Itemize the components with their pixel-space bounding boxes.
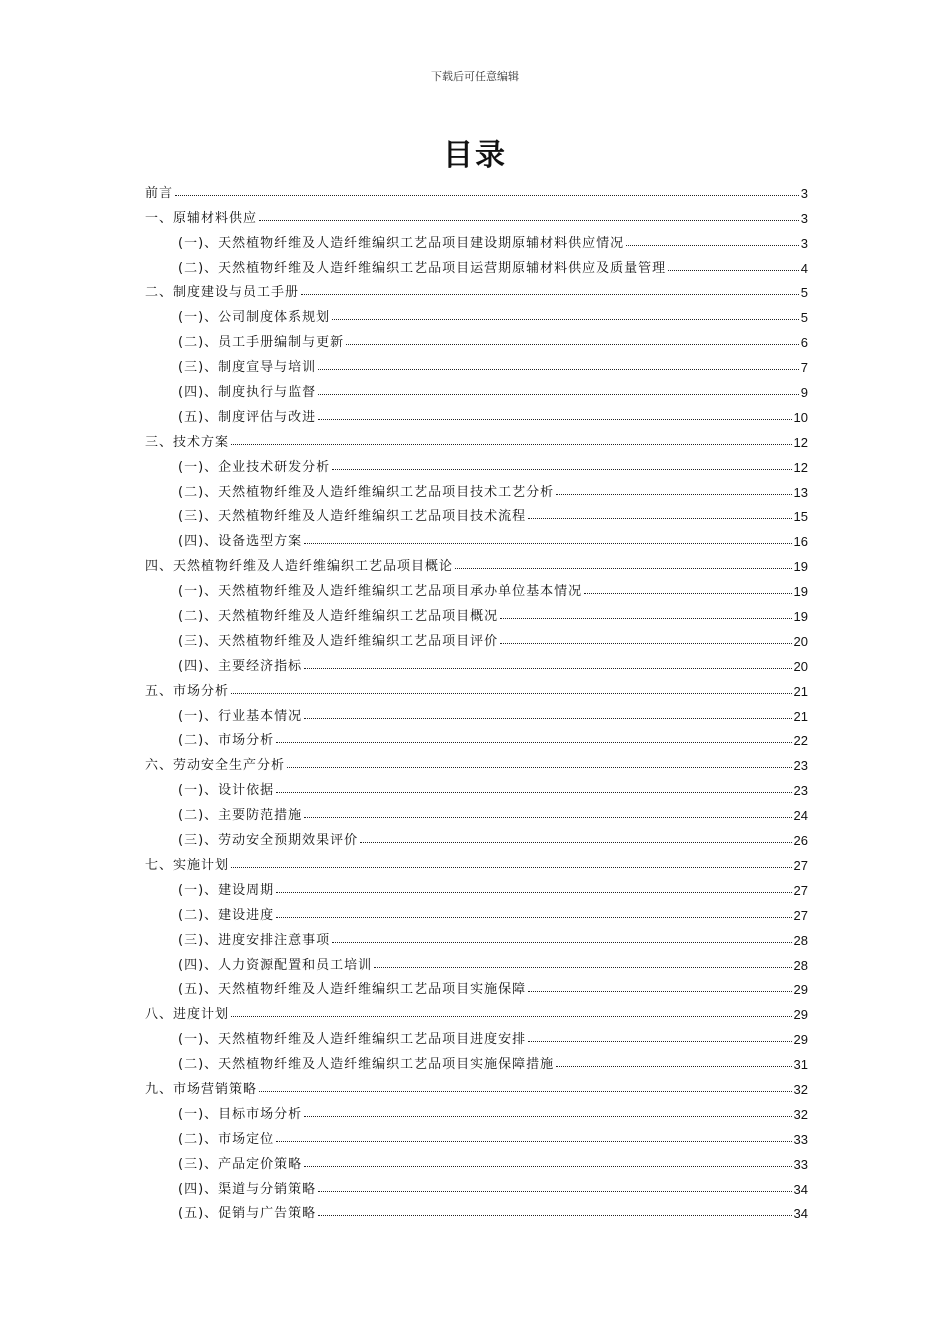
toc-entry[interactable] bbox=[145, 848, 808, 873]
toc-leader-dots bbox=[556, 1066, 791, 1067]
toc-entry-page: 12 bbox=[793, 459, 808, 475]
page-title: 目录 bbox=[443, 138, 507, 173]
toc-entry-label: (四)、设备选型方案 bbox=[178, 534, 303, 550]
toc-entry[interactable] bbox=[145, 699, 808, 724]
toc-entry[interactable] bbox=[145, 375, 808, 400]
toc-entry-label: (一)、天然植物纤维及人造纤维编织工艺品项目建设期原辅材料供应情况 bbox=[178, 235, 625, 251]
toc-leader-dots bbox=[332, 319, 799, 320]
toc-entry-page: 10 bbox=[793, 409, 808, 425]
toc-entry-page: 21 bbox=[793, 708, 808, 724]
toc-entry-page: 22 bbox=[793, 733, 808, 749]
toc-leader-dots bbox=[276, 892, 791, 893]
toc-leader-dots bbox=[304, 543, 791, 544]
toc-leader-dots bbox=[231, 867, 792, 868]
toc-entry-label: (二)、天然植物纤维及人造纤维编织工艺品项目实施保障措施 bbox=[178, 1057, 555, 1073]
toc-entry-page: 19 bbox=[793, 559, 808, 575]
toc-entry[interactable] bbox=[145, 549, 808, 574]
toc-entry-page: 27 bbox=[793, 907, 808, 923]
table-of-contents bbox=[145, 176, 808, 1221]
toc-entry-label: (二)、员工手册编制与更新 bbox=[178, 335, 345, 351]
toc-entry[interactable] bbox=[145, 898, 808, 923]
toc-entry-label: (三)、天然植物纤维及人造纤维编织工艺品项目技术流程 bbox=[178, 509, 527, 525]
toc-entry[interactable] bbox=[145, 1147, 808, 1172]
toc-leader-dots bbox=[276, 917, 791, 918]
toc-entry[interactable] bbox=[145, 400, 808, 425]
toc-entry-label: (三)、进度安排注意事项 bbox=[178, 932, 331, 948]
toc-leader-dots bbox=[528, 991, 791, 992]
toc-entry-label: (三)、劳动安全预期效果评价 bbox=[178, 833, 359, 849]
toc-entry[interactable] bbox=[145, 524, 808, 549]
toc-entry[interactable] bbox=[145, 923, 808, 948]
header-note: 下载后可任意编辑 bbox=[431, 70, 519, 83]
toc-entry-label: (三)、天然植物纤维及人造纤维编织工艺品项目评价 bbox=[178, 633, 499, 649]
toc-entry[interactable] bbox=[145, 176, 808, 201]
toc-entry-page: 5 bbox=[800, 310, 808, 326]
toc-entry-page: 19 bbox=[793, 609, 808, 625]
toc-leader-dots bbox=[276, 792, 791, 793]
toc-entry[interactable] bbox=[145, 674, 808, 699]
toc-entry[interactable] bbox=[145, 276, 808, 301]
toc-leader-dots bbox=[287, 767, 792, 768]
toc-entry[interactable] bbox=[145, 798, 808, 823]
toc-leader-dots bbox=[276, 742, 791, 743]
toc-leader-dots bbox=[332, 942, 791, 943]
toc-entry[interactable] bbox=[145, 1172, 808, 1197]
toc-entry-page: 19 bbox=[793, 584, 808, 600]
toc-entry-label: 五、市场分析 bbox=[145, 683, 230, 699]
toc-entry-label: (一)、设计依据 bbox=[178, 783, 275, 799]
toc-entry[interactable] bbox=[145, 1122, 808, 1147]
toc-leader-dots bbox=[304, 817, 791, 818]
toc-leader-dots bbox=[318, 419, 791, 420]
toc-entry-page: 3 bbox=[800, 235, 808, 251]
toc-entry-page: 7 bbox=[800, 360, 808, 376]
toc-entry[interactable] bbox=[145, 1097, 808, 1122]
toc-entry[interactable] bbox=[145, 251, 808, 276]
toc-leader-dots bbox=[500, 618, 791, 619]
toc-entry-page: 15 bbox=[793, 509, 808, 525]
toc-entry[interactable] bbox=[145, 1047, 808, 1072]
toc-entry-page: 28 bbox=[793, 957, 808, 973]
toc-leader-dots bbox=[301, 294, 799, 295]
toc-entry[interactable] bbox=[145, 1072, 808, 1097]
toc-entry-label: 四、天然植物纤维及人造纤维编织工艺品项目概论 bbox=[145, 559, 454, 575]
toc-entry[interactable] bbox=[145, 226, 808, 251]
toc-entry-page: 23 bbox=[793, 783, 808, 799]
toc-entry[interactable] bbox=[145, 599, 808, 624]
toc-leader-dots bbox=[318, 1191, 791, 1192]
toc-entry-page: 21 bbox=[793, 683, 808, 699]
toc-entry-page: 34 bbox=[793, 1181, 808, 1197]
toc-leader-dots bbox=[231, 1016, 792, 1017]
toc-entry-label: (二)、天然植物纤维及人造纤维编织工艺品项目技术工艺分析 bbox=[178, 484, 555, 500]
toc-entry-page: 3 bbox=[800, 185, 808, 201]
toc-entry[interactable] bbox=[145, 201, 808, 226]
toc-entry[interactable] bbox=[145, 973, 808, 998]
toc-entry-label: (五)、促销与广告策略 bbox=[178, 1206, 317, 1222]
toc-entry-label: (四)、人力资源配置和员工培训 bbox=[178, 957, 373, 973]
toc-leader-dots bbox=[318, 394, 799, 395]
toc-entry-page: 6 bbox=[800, 335, 808, 351]
toc-entry-page: 33 bbox=[793, 1156, 808, 1172]
toc-entry-page: 28 bbox=[793, 932, 808, 948]
toc-entry[interactable] bbox=[145, 997, 808, 1022]
toc-entry-label: (一)、行业基本情况 bbox=[178, 708, 303, 724]
toc-entry-page: 20 bbox=[793, 633, 808, 649]
toc-entry-page: 20 bbox=[793, 658, 808, 674]
toc-leader-dots bbox=[318, 1215, 791, 1216]
toc-entry-page: 26 bbox=[793, 833, 808, 849]
toc-entry[interactable] bbox=[145, 748, 808, 773]
toc-entry-page: 9 bbox=[800, 385, 808, 401]
toc-entry[interactable] bbox=[145, 873, 808, 898]
toc-entry[interactable] bbox=[145, 823, 808, 848]
toc-entry-page: 29 bbox=[793, 1007, 808, 1023]
toc-entry-label: 三、技术方案 bbox=[145, 434, 230, 450]
toc-entry-label: (四)、渠道与分销策略 bbox=[178, 1181, 317, 1197]
toc-entry-label: 六、劳动安全生产分析 bbox=[145, 758, 286, 774]
toc-leader-dots bbox=[259, 1091, 792, 1092]
toc-entry-page: 27 bbox=[793, 882, 808, 898]
toc-leader-dots bbox=[528, 1041, 791, 1042]
toc-entry[interactable] bbox=[145, 649, 808, 674]
toc-leader-dots bbox=[668, 270, 799, 271]
toc-leader-dots bbox=[304, 1166, 791, 1167]
toc-leader-dots bbox=[500, 643, 791, 644]
toc-entry-label: (四)、主要经济指标 bbox=[178, 658, 303, 674]
toc-leader-dots bbox=[626, 245, 799, 246]
toc-entry-label: (二)、建设进度 bbox=[178, 907, 275, 923]
toc-entry-label: (一)、天然植物纤维及人造纤维编织工艺品项目进度安排 bbox=[178, 1032, 527, 1048]
toc-entry-page: 33 bbox=[793, 1131, 808, 1147]
toc-entry-page: 3 bbox=[800, 210, 808, 226]
toc-entry-page: 29 bbox=[793, 982, 808, 998]
toc-entry[interactable] bbox=[145, 300, 808, 325]
toc-entry-page: 31 bbox=[793, 1057, 808, 1073]
toc-entry[interactable] bbox=[145, 475, 808, 500]
toc-entry[interactable] bbox=[145, 1022, 808, 1047]
toc-leader-dots bbox=[528, 518, 791, 519]
toc-entry[interactable] bbox=[145, 1197, 808, 1222]
toc-entry-page: 32 bbox=[793, 1081, 808, 1097]
toc-entry-label: (一)、企业技术研发分析 bbox=[178, 459, 331, 475]
toc-entry-page: 13 bbox=[793, 484, 808, 500]
toc-entry-page: 34 bbox=[793, 1206, 808, 1222]
toc-entry[interactable] bbox=[145, 624, 808, 649]
toc-leader-dots bbox=[231, 693, 792, 694]
toc-entry[interactable] bbox=[145, 450, 808, 475]
toc-entry-page: 5 bbox=[800, 285, 808, 301]
toc-leader-dots bbox=[374, 967, 791, 968]
toc-entry-label: (四)、制度执行与监督 bbox=[178, 385, 317, 401]
toc-entry[interactable] bbox=[145, 325, 808, 350]
toc-leader-dots bbox=[455, 568, 792, 569]
toc-entry[interactable] bbox=[145, 773, 808, 798]
toc-entry[interactable] bbox=[145, 724, 808, 749]
toc-leader-dots bbox=[304, 1116, 791, 1117]
toc-entry-label: (五)、天然植物纤维及人造纤维编织工艺品项目实施保障 bbox=[178, 982, 527, 998]
toc-entry-label: 前言 bbox=[145, 185, 174, 201]
toc-entry-label: (一)、建设周期 bbox=[178, 882, 275, 898]
toc-entry[interactable] bbox=[145, 574, 808, 599]
toc-entry-label: (二)、市场分析 bbox=[178, 733, 275, 749]
toc-entry-label: 八、进度计划 bbox=[145, 1007, 230, 1023]
toc-entry-page: 4 bbox=[800, 260, 808, 276]
toc-leader-dots bbox=[175, 195, 799, 196]
toc-entry[interactable] bbox=[145, 500, 808, 525]
toc-entry[interactable] bbox=[145, 425, 808, 450]
toc-leader-dots bbox=[276, 1141, 791, 1142]
toc-entry-label: (三)、制度宣导与培训 bbox=[178, 360, 317, 376]
toc-entry-label: (二)、市场定位 bbox=[178, 1131, 275, 1147]
toc-leader-dots bbox=[304, 718, 791, 719]
toc-leader-dots bbox=[304, 668, 791, 669]
toc-entry-label: 七、实施计划 bbox=[145, 857, 230, 873]
toc-entry-label: 九、市场营销策略 bbox=[145, 1081, 258, 1097]
toc-leader-dots bbox=[231, 444, 792, 445]
toc-entry[interactable] bbox=[145, 350, 808, 375]
toc-entry-label: 一、原辅材料供应 bbox=[145, 210, 258, 226]
toc-leader-dots bbox=[556, 494, 791, 495]
toc-leader-dots bbox=[584, 593, 791, 594]
toc-entry-label: (三)、产品定价策略 bbox=[178, 1156, 303, 1172]
toc-entry-page: 24 bbox=[793, 808, 808, 824]
toc-entry-label: (一)、目标市场分析 bbox=[178, 1106, 303, 1122]
toc-leader-dots bbox=[318, 369, 799, 370]
toc-leader-dots bbox=[360, 842, 791, 843]
toc-entry-page: 27 bbox=[793, 857, 808, 873]
toc-leader-dots bbox=[332, 469, 791, 470]
toc-leader-dots bbox=[346, 344, 799, 345]
toc-entry-label: (二)、天然植物纤维及人造纤维编织工艺品项目运营期原辅材料供应及质量管理 bbox=[178, 260, 667, 276]
toc-entry-label: (五)、制度评估与改进 bbox=[178, 409, 317, 425]
toc-entry-page: 16 bbox=[793, 534, 808, 550]
toc-entry-page: 23 bbox=[793, 758, 808, 774]
toc-entry-label: 二、制度建设与员工手册 bbox=[145, 285, 300, 301]
toc-entry-page: 29 bbox=[793, 1032, 808, 1048]
toc-entry-label: (二)、主要防范措施 bbox=[178, 808, 303, 824]
toc-entry-label: (一)、公司制度体系规划 bbox=[178, 310, 331, 326]
toc-leader-dots bbox=[259, 220, 799, 221]
toc-entry-label: (一)、天然植物纤维及人造纤维编织工艺品项目承办单位基本情况 bbox=[178, 584, 583, 600]
toc-entry[interactable] bbox=[145, 948, 808, 973]
toc-entry-page: 32 bbox=[793, 1106, 808, 1122]
toc-entry-page: 12 bbox=[793, 434, 808, 450]
toc-entry-label: (二)、天然植物纤维及人造纤维编织工艺品项目概况 bbox=[178, 609, 499, 625]
